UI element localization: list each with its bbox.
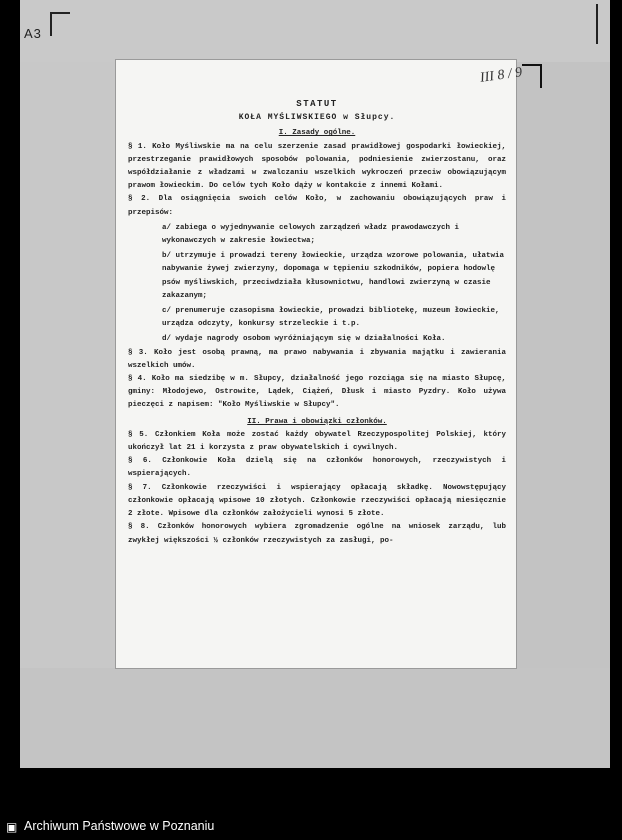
scan-left-margin xyxy=(20,62,116,672)
section-heading-1: I. Zasady ogólne. xyxy=(278,129,356,138)
scan-right-margin xyxy=(516,62,610,672)
paragraph-2: § 2. Dla osiągnięcia swoich celów Koło, w zachowaniu obowiązujących praw i przepisów: xyxy=(128,195,506,217)
section-heading-2: II. Prawa i obowiązki członków. xyxy=(247,417,387,426)
archive-logo-icon: ▣ xyxy=(6,820,18,834)
paragraph-1: § 1. Koło Myśliwskie ma na celu szerzenie zasad prawidłowej gospodarki łowieckiej, przestrzeganie prawidłowych sposobów polowania, podniesienie zwierzostanu, oraz współdziałanie z władzami w zwalczaniu wszelkich wykroczeń przeciw obowiązującym prawom łowieckim. Do celów tych Koło dąży w kontakcie z innemi Kołami. xyxy=(128,142,506,191)
list-item-b: b/ utrzymuje i prowadzi tereny łowieckie, urządza wzorowe polowania, ułatwia nabywanie żywej zwierzyny, dopomaga w tępieniu szkodników, popiera hodowlę psów myśliwskich, przeciwdziała kłusownictwu, handlowi zwierzyną w czasie zakazanym; xyxy=(162,252,505,300)
archive-name: Archiwum Państwowe w Poznaniu xyxy=(24,819,215,833)
list-item-d: d/ wydaje nagrody osobom wyróżniającym się w działalności Koła. xyxy=(162,335,446,344)
paragraph-3: § 3. Koło jest osobą prawną, ma prawo nabywania i zbywania majątku i zawierania wszelkich umów. xyxy=(128,348,506,370)
document-title: STATUT xyxy=(296,99,338,109)
list-item-a: a/ zabiega o wyjednywanie celowych zarządzeń władz prawodawczych i wykonawczych w zakresie łowiectwa; xyxy=(162,223,460,246)
scan-bottom-margin xyxy=(20,668,610,768)
paragraph-7: § 7. Członkowie rzeczywiści i wspierający opłacają składkę. Nowowstępujący członkowie opłacają wpisowe 10 złotych. Członkowie rzeczywiści opłacają miesięcznie 2 złote. Wpisowe dla członków założycieli wynosi 5 złote. xyxy=(128,483,506,519)
document-text xyxy=(128,98,506,548)
crop-mark-top-right xyxy=(568,4,598,44)
paragraph-6: § 6. Członkowie Koła dzielą się na członków honorowych, rzeczywistych i wspierających. xyxy=(128,457,506,479)
paragraph-4: § 4. Koło ma siedzibę w m. Słupcy, działalność jego rozciąga się na miasto Słupcę, gminy: Młodojewo, Ostrowite, Lądek, Ciążeń, Dłusk i miasto Pyzdry. Koło używa pieczęci z napisem: "Koło Myśliwskie w Słupcy". xyxy=(128,375,506,410)
scan-top-margin xyxy=(20,0,610,62)
crop-mark-top-left xyxy=(50,12,70,36)
paragraph-8: § 8. Członków honorowych wybiera zgromadzenie ogólne na wniosek zarządu, lub zwykłej większości ½ członków rzeczywistych za zasługi, po- xyxy=(128,523,506,545)
paragraph-5: § 5. Członkiem Koła może zostać każdy obywatel Rzeczypospolitej Polskiej, który ukończył lat 21 i korzysta z praw obywatelskich i cywilnych. xyxy=(128,430,506,453)
crop-mark-page xyxy=(522,64,542,88)
handwritten-page-number: III 8 / 9 xyxy=(479,65,524,86)
document-subtitle: KOŁA MYŚLIWSKIEGO w Słupcy. xyxy=(238,113,396,123)
archive-signature-code: A3 xyxy=(24,26,42,41)
list-item-c: c/ prenumeruje czasopisma łowieckie, prowadzi bibliotekę, muzeum łowieckie, urządza odczyty, konkursy strzeleckie i t.p. xyxy=(162,307,500,329)
